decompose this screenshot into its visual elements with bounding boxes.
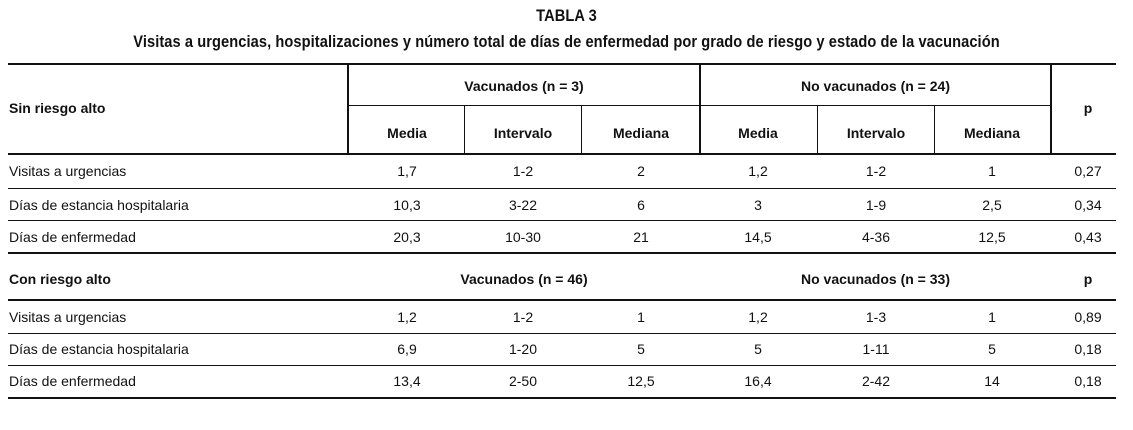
table-cell: 16,4 xyxy=(744,373,772,389)
col-divider xyxy=(581,106,582,154)
table-cell: 10-30 xyxy=(505,229,541,245)
table-cell: 1,2 xyxy=(748,163,768,179)
row-divider xyxy=(8,188,1116,189)
table-cell: 5 xyxy=(988,341,996,357)
subcolumn-header: Media xyxy=(387,125,427,141)
bottom-rule xyxy=(8,397,1116,399)
table-cell: 1-11 xyxy=(862,341,890,357)
table-cell: 3-22 xyxy=(508,197,538,213)
row-label: Visitas a urgencias xyxy=(9,163,127,179)
table-cell: 5 xyxy=(637,341,645,357)
table-cell: 21 xyxy=(633,229,649,245)
table-cell: 0,27 xyxy=(1074,163,1102,179)
p-header: p xyxy=(1083,271,1093,287)
table-cell: 14,5 xyxy=(744,229,772,245)
table-cell: 12,5 xyxy=(978,229,1006,245)
unvaccinated-header: No vacunados (n = 24) xyxy=(801,78,950,94)
subcolumn-header: Mediana xyxy=(963,125,1020,141)
table-cell: 1,2 xyxy=(397,309,417,325)
row-divider xyxy=(8,220,1116,221)
table-cell: 1 xyxy=(988,163,996,179)
table-cell: 0,89 xyxy=(1074,309,1102,325)
subcolumn-header: Intervalo xyxy=(846,125,906,141)
table-cell: 6,9 xyxy=(397,341,417,357)
row-divider xyxy=(8,333,1116,334)
col-divider xyxy=(934,106,935,154)
table-cell: 1 xyxy=(988,309,996,325)
table-cell: 2,5 xyxy=(982,197,1002,213)
top-rule xyxy=(8,63,1116,65)
table-cell: 6 xyxy=(637,197,645,213)
vaccinated-header: Vacunados (n = 46) xyxy=(460,271,588,287)
table-cell: 1,2 xyxy=(748,309,768,325)
table-cell: 20,3 xyxy=(393,229,421,245)
col-divider xyxy=(1050,65,1052,154)
section2-header-bottom-rule xyxy=(8,299,1116,301)
section1-header-bottom-rule xyxy=(8,153,1116,155)
vaccinated-header: Vacunados (n = 3) xyxy=(464,78,584,94)
table-cell: 0,18 xyxy=(1074,373,1102,389)
row-label: Días de estancia hospitalaria xyxy=(9,197,189,213)
table-cell: 2-42 xyxy=(861,373,891,389)
group-label: Con riesgo alto xyxy=(9,271,111,287)
unvaccinated-header: No vacunados (n = 33) xyxy=(801,271,950,287)
table-cell: 13,4 xyxy=(393,373,421,389)
row-label: Días de enfermedad xyxy=(9,229,136,245)
p-header: p xyxy=(1083,100,1093,116)
table-cell: 0,34 xyxy=(1074,197,1102,213)
row-label: Visitas a urgencias xyxy=(9,309,127,325)
subcolumn-header: Mediana xyxy=(612,125,669,141)
table-cell: 12,5 xyxy=(627,373,655,389)
row-label: Días de estancia hospitalaria xyxy=(9,341,189,357)
table-cell: 2 xyxy=(637,163,645,179)
table-cell: 2-50 xyxy=(508,373,538,389)
table-cell: 1-2 xyxy=(512,309,534,325)
table-cell: 1-20 xyxy=(508,341,538,357)
table-cell: 0,43 xyxy=(1074,229,1102,245)
subcolumn-header: Media xyxy=(738,125,778,141)
table-cell: 0,18 xyxy=(1074,341,1102,357)
table-cell: 10,3 xyxy=(393,197,421,213)
table-cell: 1-2 xyxy=(512,163,534,179)
table-cell: 1 xyxy=(637,309,645,325)
table-cell: 1,7 xyxy=(397,163,417,179)
row-divider xyxy=(8,365,1116,366)
row-label: Días de enfermedad xyxy=(9,373,136,389)
table-cell: 5 xyxy=(754,341,762,357)
table-cell: 1-2 xyxy=(865,163,887,179)
table-label: TABLA 3 xyxy=(536,6,597,25)
table-cell: 4-36 xyxy=(861,229,891,245)
col-divider xyxy=(817,106,818,154)
col-divider xyxy=(464,106,465,154)
group-label: Sin riesgo alto xyxy=(9,100,106,116)
table-cell: 1-3 xyxy=(865,309,887,325)
table-cell: 3 xyxy=(754,197,762,213)
table-caption: Visitas a urgencias, hospitalizaciones y número total de días de enfermedad por grado de riesgo y estado de la vacunación xyxy=(133,32,1000,51)
section-divider-rule xyxy=(8,252,1116,254)
table-cell: 1-9 xyxy=(865,197,887,213)
subcolumn-header: Intervalo xyxy=(493,125,553,141)
table-cell: 14 xyxy=(984,373,1000,389)
